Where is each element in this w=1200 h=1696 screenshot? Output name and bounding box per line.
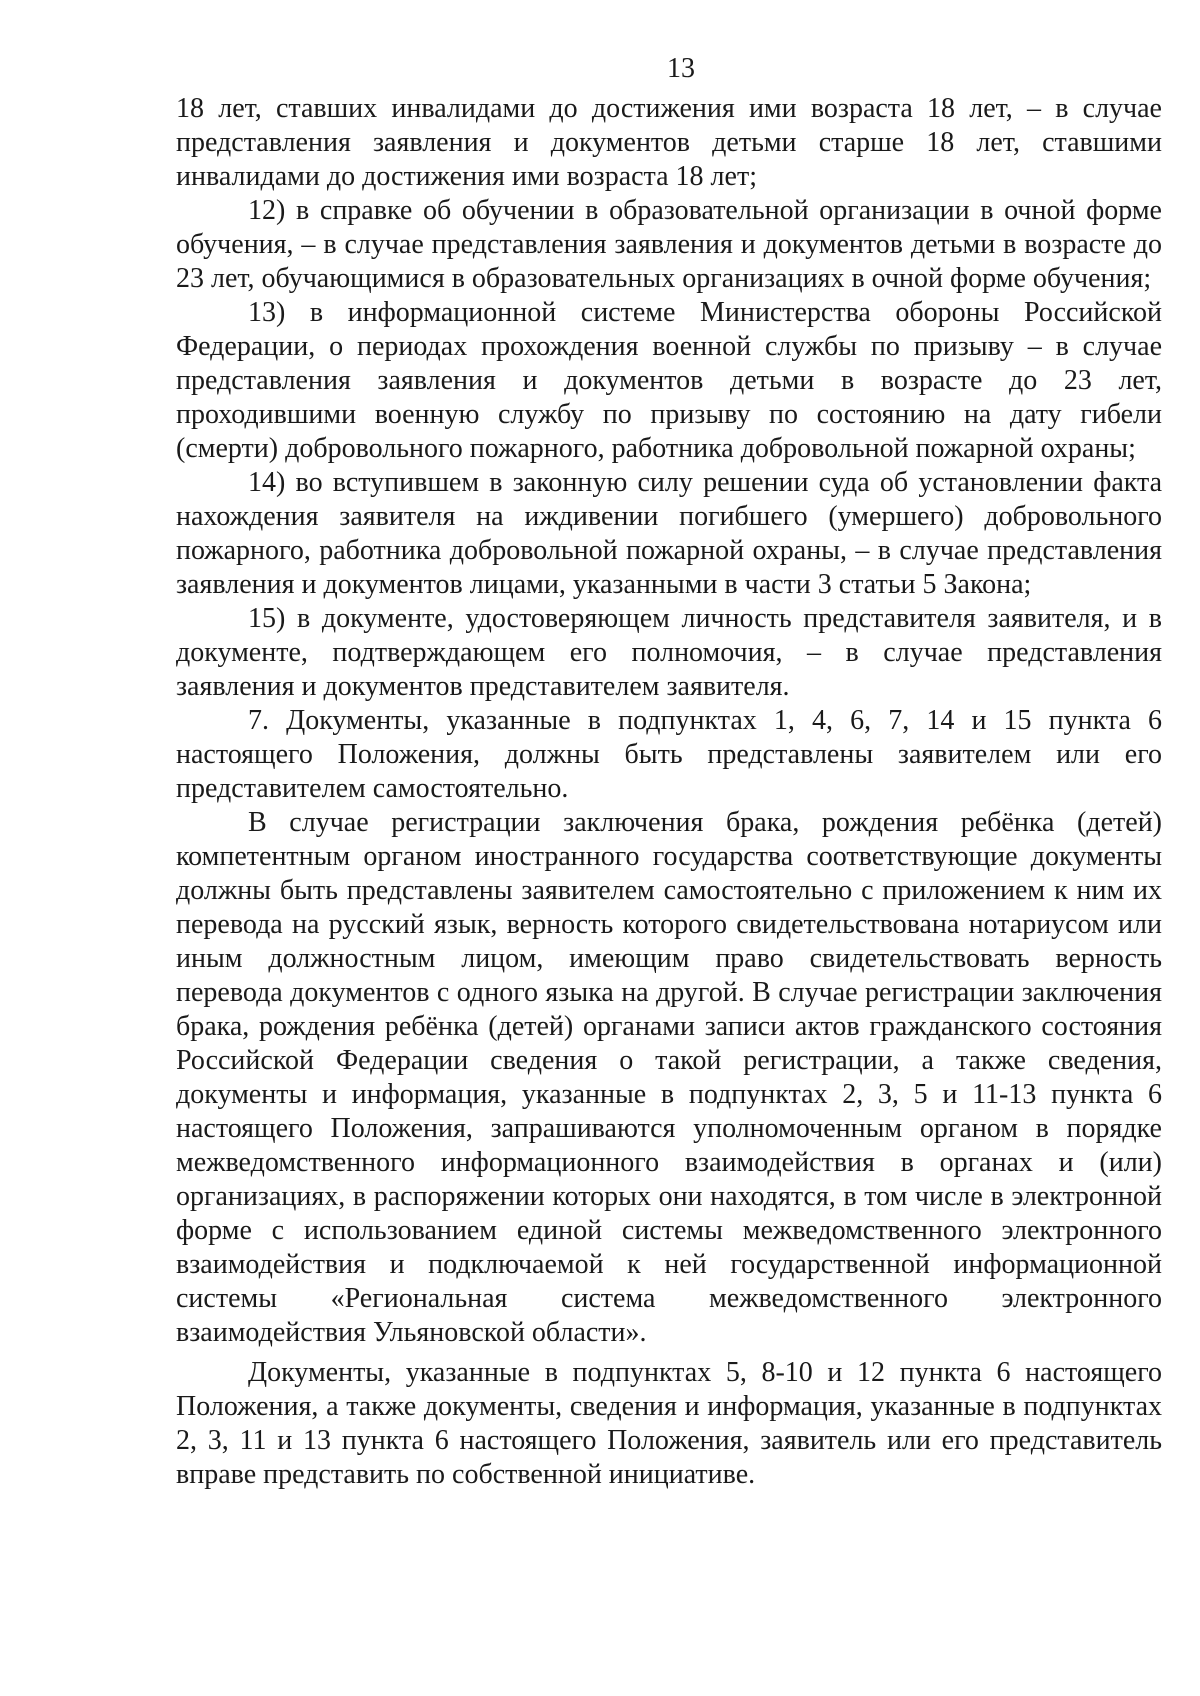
page-number: 13	[667, 53, 695, 84]
paragraph-item-14: 14) во вступившем в законную силу решении суда об установлении факта нахождения заявителя на иждивении погибшего (умершего) добровольного пожарного, работника добровольной пожарной охраны, – в случае представления заявления и документов лицами, указанными в части 3 статьи 5 Закона;	[176, 467, 1162, 600]
paragraph-optional-documents: Документы, указанные в подпунктах 5, 8-10 и 12 пункта 6 настоящего Положения, а также документы, сведения и информация, указанные в подпунктах 2, 3, 11 и 13 пункта 6 настоящего Положения, заявитель или его представитель вправе представить по собственной инициативе.	[176, 1357, 1162, 1490]
document-page	[176, 52, 1162, 1492]
paragraph-item-13: 13) в информационной системе Министерства обороны Российской Федерации, о периодах прохождения военной службы по призыву – в случае представления заявления и документов детьми в возрасте до 23 лет, проходившими военную службу по призыву по состоянию на дату гибели (смерти) добровольного пожарного, работника добровольной пожарной охраны;	[176, 297, 1162, 464]
paragraph-section-7: 7. Документы, указанные в подпунктах 1, 4, 6, 7, 14 и 15 пункта 6 настоящего Положения, должны быть представлены заявителем или его представителем самостоятельно.	[176, 705, 1162, 804]
paragraph-continuation: 18 лет, ставших инвалидами до достижения ими возраста 18 лет, – в случае представления заявления и документов детьми старше 18 лет, ставшими инвалидами до достижения ими возраста 18 лет;	[176, 93, 1162, 192]
paragraph-foreign-registration: В случае регистрации заключения брака, рождения ребёнка (детей) компетентным органом иностранного государства соответствующие документы должны быть представлены заявителем самостоятельно с приложением к ним их перевода на русский язык, верность которого свидетельствована нотариусом или иным должностным лицом, имеющим право свидетельствовать верность перевода документов с одного языка на другой. В случае регистрации заключения брака, рождения ребёнка (детей) органами записи актов гражданского состояния Российской Федерации сведения о такой регистрации, а также сведения, документы и информация, указанные в подпунктах 2, 3, 5 и 11-13 пункта 6 настоящего Положения, запрашиваются уполномоченным органом в порядке межведомственного информационного взаимодействия в органах и (или) организациях, в распоряжении которых они находятся, в том числе в электронной форме с использованием единой системы межведомственного электронного взаимодействия и подключаемой к ней государственной информационной системы «Региональная система межведомственного электронного взаимодействия Ульяновской области».	[176, 807, 1162, 1348]
paragraph-item-12: 12) в справке об обучении в образовательной организации в очной форме обучения, – в случае представления заявления и документов детьми в возрасте до 23 лет, обучающимися в образовательных организациях в очной форме обучения;	[176, 195, 1162, 294]
paragraph-item-15: 15) в документе, удостоверяющем личность представителя заявителя, и в документе, подтверждающем его полномочия, – в случае представления заявления и документов представителем заявителя.	[176, 603, 1162, 702]
